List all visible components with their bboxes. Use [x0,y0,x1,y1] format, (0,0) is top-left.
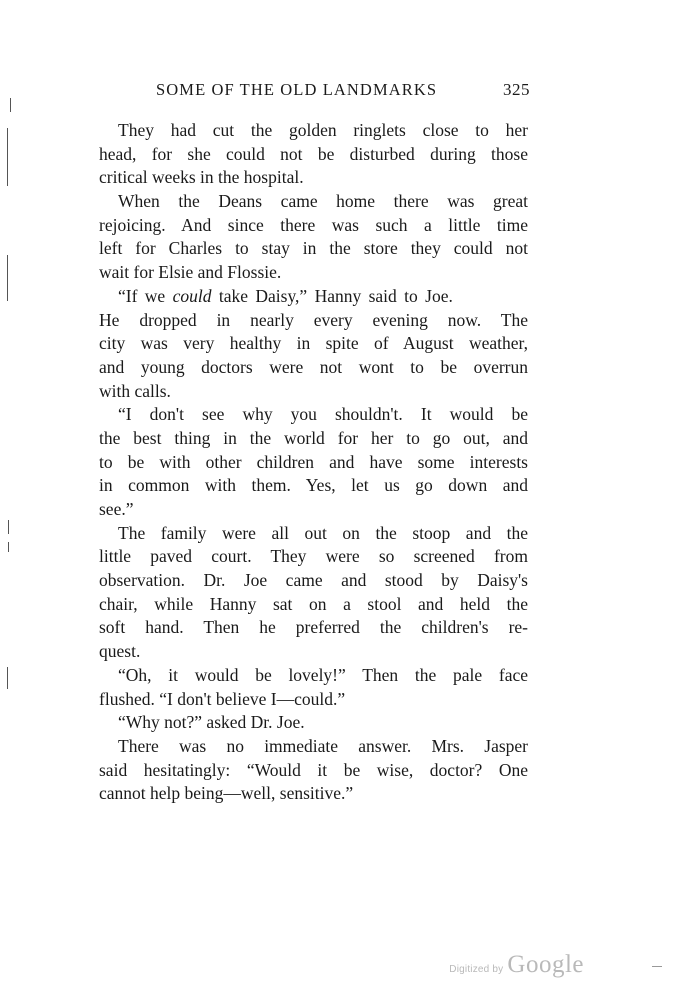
text-line: The family were all out on the stoop and the [118,522,528,543]
margin-mark [10,98,11,112]
text-run: “If we [118,285,173,306]
text-line: rejoicing. And since there was such a little time [99,214,528,235]
page-header [156,80,530,104]
body-text [99,119,528,806]
text-line: left for Charles to stay in the store they could not [99,238,528,259]
margin-mark [7,128,8,186]
text-line: He dropped in nearly every evening now. The [99,309,528,330]
margin-mark [7,667,8,689]
text-line: They had cut the golden ringlets close to her [118,120,528,140]
text-line: cannot help being—well, sensitive.” [99,783,354,804]
text-line: to be with other children and have some interests [99,451,528,472]
text-line: little paved court. They were so screened from [99,546,528,567]
text-line: flushed. “I don't believe I—could.” [99,688,346,709]
text-line: critical weeks in the hospital. [99,167,304,188]
text-line: city was very healthy in spite of August weather, [99,333,528,354]
page-number: 325 [503,80,530,99]
text-run: take Daisy,” Hanny said to Joe. [211,285,453,306]
margin-mark [8,542,9,552]
text-line: “I don't see why you shouldn't. It would be [118,404,528,425]
text-line: soft hand. Then he preferred the children's re- [99,617,528,638]
text-line: in common with them. Yes, let us go down and [99,475,528,496]
text-line: chair, while Hanny sat on a stool and held the [99,593,528,614]
text-line: quest. [99,641,141,662]
text-line: observation. Dr. Joe came and stood by Daisy's [99,570,528,591]
text-line: When the Deans came home there was great [118,191,528,212]
text-line: wait for Elsie and Flossie. [99,262,282,283]
text-line: “Why not?” asked Dr. Joe. [118,712,305,733]
text-line: said hesitatingly: “Would it be wise, doctor? One [99,759,528,780]
text-line [118,285,528,309]
text-line: There was no immediate answer. Mrs. Jasper [118,735,528,756]
text-line: and young doctors were not wont to be overrun [99,356,528,377]
text-line: with calls. [99,380,171,401]
digitized-by-label: Digitized by [449,964,504,975]
edge-mark [652,966,662,967]
google-watermark [449,951,584,979]
text-line: see.” [99,499,134,519]
google-logo: Google [507,951,584,978]
running-title: SOME OF THE OLD LANDMARKS [156,80,438,99]
italic-word: could [172,285,212,306]
margin-mark [7,255,8,301]
text-line: head, for she could not be disturbed during those [99,143,528,164]
margin-mark [8,520,9,534]
text-line: the best thing in the world for her to go out, and [99,427,528,448]
text-line: “Oh, it would be lovely!” Then the pale face [118,664,528,685]
